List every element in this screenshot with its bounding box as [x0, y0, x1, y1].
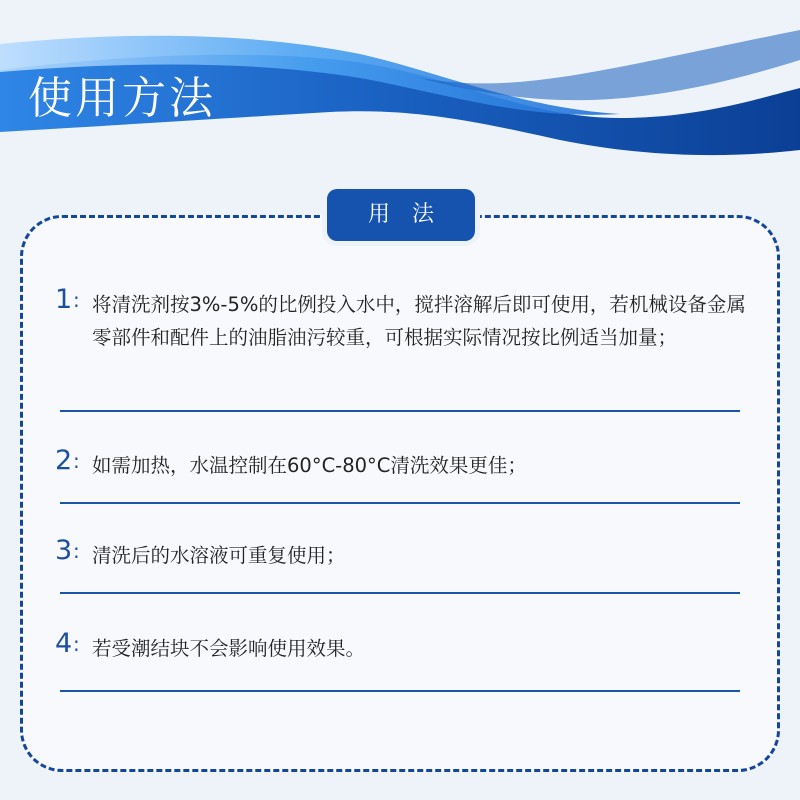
page-title: 使用方法: [28, 73, 216, 124]
step-number: 2: [55, 445, 73, 476]
step-number: 3: [55, 535, 73, 566]
step-colon: :: [73, 632, 80, 656]
divider-line: [60, 410, 740, 412]
divider-line: [60, 592, 740, 594]
step-colon: :: [73, 288, 80, 312]
step-number: 4: [55, 628, 73, 659]
step-colon: :: [73, 449, 80, 473]
step-text: 将清洗剂按3%-5%的比例投入水中，搅拌溶解后即可使用，若机械设备金属零部件和配件上的油脂油污较重，可根据实际情况按比例适当加量；: [92, 293, 746, 349]
step-colon: :: [73, 539, 80, 563]
divider-line: [60, 690, 740, 692]
step-text: 清洗后的水溶液可重复使用；: [92, 544, 346, 567]
step-text: 如需加热，水温控制在60°C-80°C清洗效果更佳；: [92, 454, 527, 477]
step-text: 若受潮结块不会影响使用效果。: [92, 637, 366, 660]
step-number: 1: [55, 284, 73, 315]
divider-line: [60, 502, 740, 504]
card-label: 用法: [327, 189, 475, 241]
